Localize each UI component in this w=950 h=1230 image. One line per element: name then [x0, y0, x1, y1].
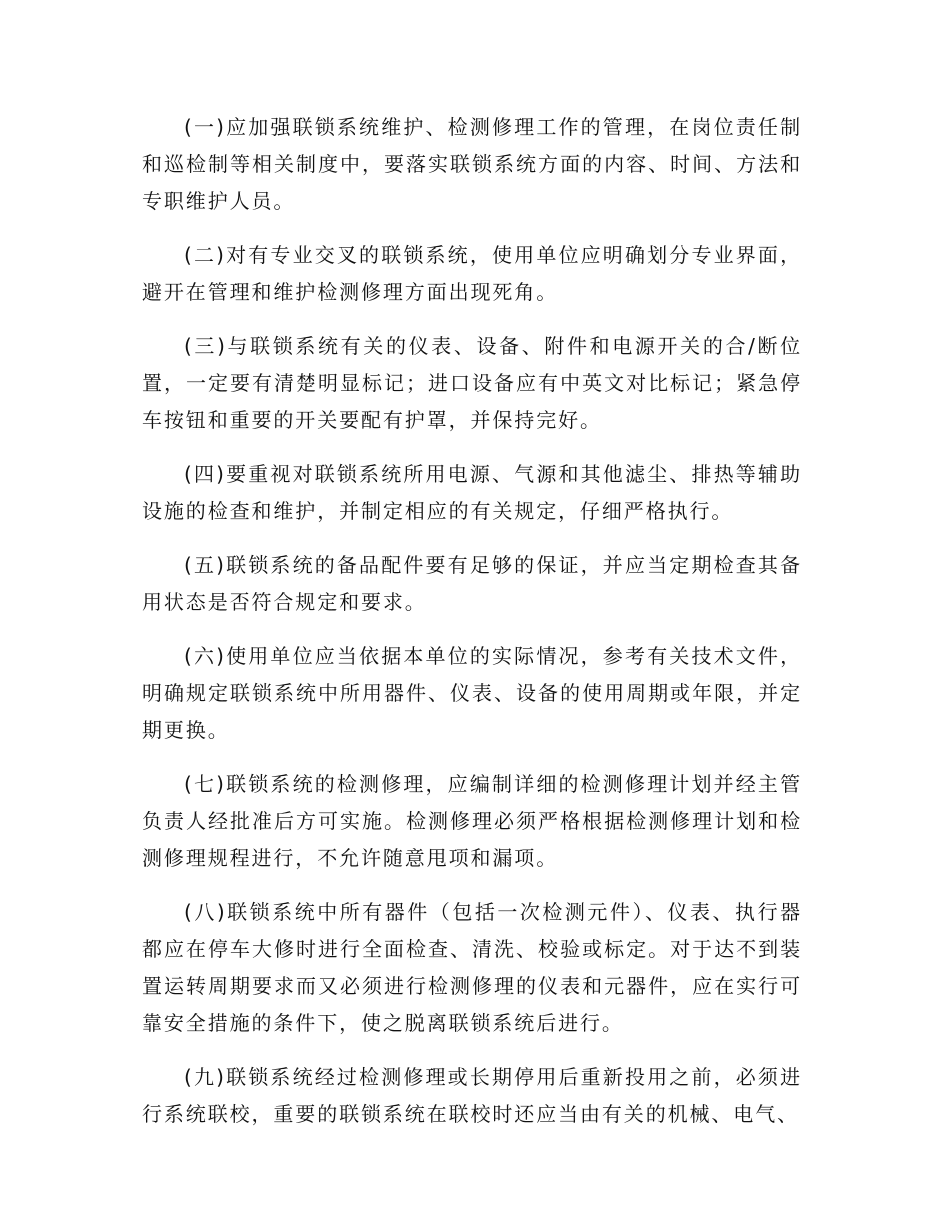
paragraph-9: (九)联锁系统经过检测修理或长期停用后重新投用之前，必须进行系统联校，重要的联锁系统在联校时还应当由有关的机械、电气、	[142, 1065, 802, 1126]
paragraph-6: (六)使用单位应当依据本单位的实际情况，参考有关技术文件，明确规定联锁系统中所用器件、仪表、设备的使用周期或年限，并定期更换。	[142, 644, 802, 742]
paragraph-2: (二)对有专业交叉的联锁系统，使用单位应明确划分专业界面，避开在管理和维护检测修理方面出现死角。	[142, 243, 802, 304]
paragraph-4: (四)要重视对联锁系统所用电源、气源和其他滤尘、排热等辅助设施的检查和维护，并制定相应的有关规定，仔细严格执行。	[142, 462, 802, 523]
paragraph-8: (八)联锁系统中所有器件（包括一次检测元件）、仪表、执行器都应在停车大修时进行全面检查、清洗、校验或标定。对于达不到装置运转周期要求而又必须进行检测修理的仪表和元器件，应在实行可靠安全措施的条件下，使之脱离联锁系统后进行。	[142, 900, 802, 1035]
paragraph-3: (三)与联锁系统有关的仪表、设备、附件和电源开关的合/断位置，一定要有清楚明显标记；进口设备应有中英文对比标记；紧急停车按钮和重要的开关要配有护罩，并保持完好。	[142, 334, 802, 432]
paragraph-1: (一)应加强联锁系统维护、检测修理工作的管理，在岗位责任制和巡检制等相关制度中，要落实联锁系统方面的内容、时间、方法和专职维护人员。	[142, 115, 802, 213]
document-body	[142, 109, 802, 1150]
paragraph-5: (五)联锁系统的备品配件要有足够的保证，并应当定期检查其备用状态是否符合规定和要求。	[142, 553, 802, 614]
paragraph-7: (七)联锁系统的检测修理，应编制详细的检测修理计划并经主管负责人经批准后方可实施。检测修理必须严格根据检测修理计划和检测修理规程进行，不允许随意甩项和漏项。	[142, 772, 802, 870]
